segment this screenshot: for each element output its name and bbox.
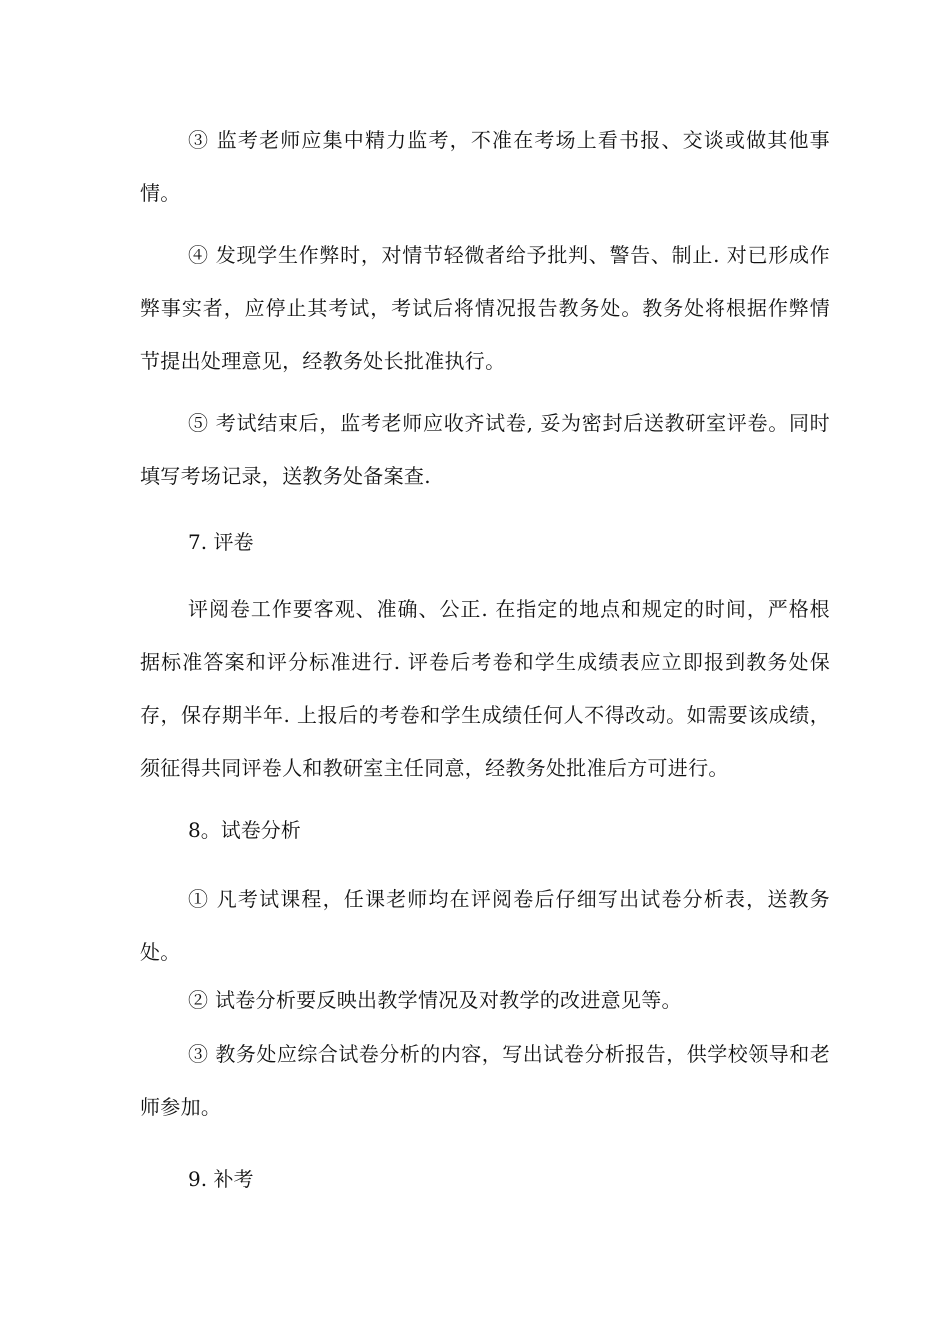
paragraph-analysis-table: ① 凡考试课程，任课老师均在评阅卷后仔细写出试卷分析表，送教务处。 xyxy=(140,887,830,964)
paragraph-analysis-report: ③ 教务处应综合试卷分析的内容，写出试卷分析报告，供学校领导和老师参加。 xyxy=(140,1042,830,1119)
section-heading-makeup-exam: 9. 补考 xyxy=(188,1167,254,1191)
paragraph-analysis-content: ② 试卷分析要反映出教学情况及对教学的改进意见等。 xyxy=(188,988,682,1012)
paragraph-invigilator-focus: ③ 监考老师应集中精力监考，不准在考场上看书报、交谈或做其他事情。 xyxy=(140,128,830,205)
paragraph-grading-rules: 评阅卷工作要客观、准确、公正. 在指定的地点和规定的时间，严格根据标准答案和评分标准进行. 评卷后考卷和学生成绩表应立即报到教务处保存，保存期半年. 上报后的考卷和学生成绩任何人不得改动。如需要该成绩，须征得共同评卷人和教研室主任同意，经教务处批准后方可进行。 xyxy=(140,597,830,780)
paragraph-exam-end: ⑤ 考试结束后，监考老师应收齐试卷, 妥为密封后送教研室评卷。同时填写考场记录，送教务处备案查. xyxy=(140,411,830,488)
section-heading-grading: 7. 评卷 xyxy=(188,530,254,554)
paragraph-cheating-handling: ④ 发现学生作弊时，对情节轻微者给予批判、警告、制止. 对已形成作弊事实者，应停止其考试，考试后将情况报告教务处。教务处将根据作弊情节提出处理意见，经教务处长批准执行。 xyxy=(140,243,830,373)
section-heading-paper-analysis: 8。试卷分析 xyxy=(188,818,301,842)
